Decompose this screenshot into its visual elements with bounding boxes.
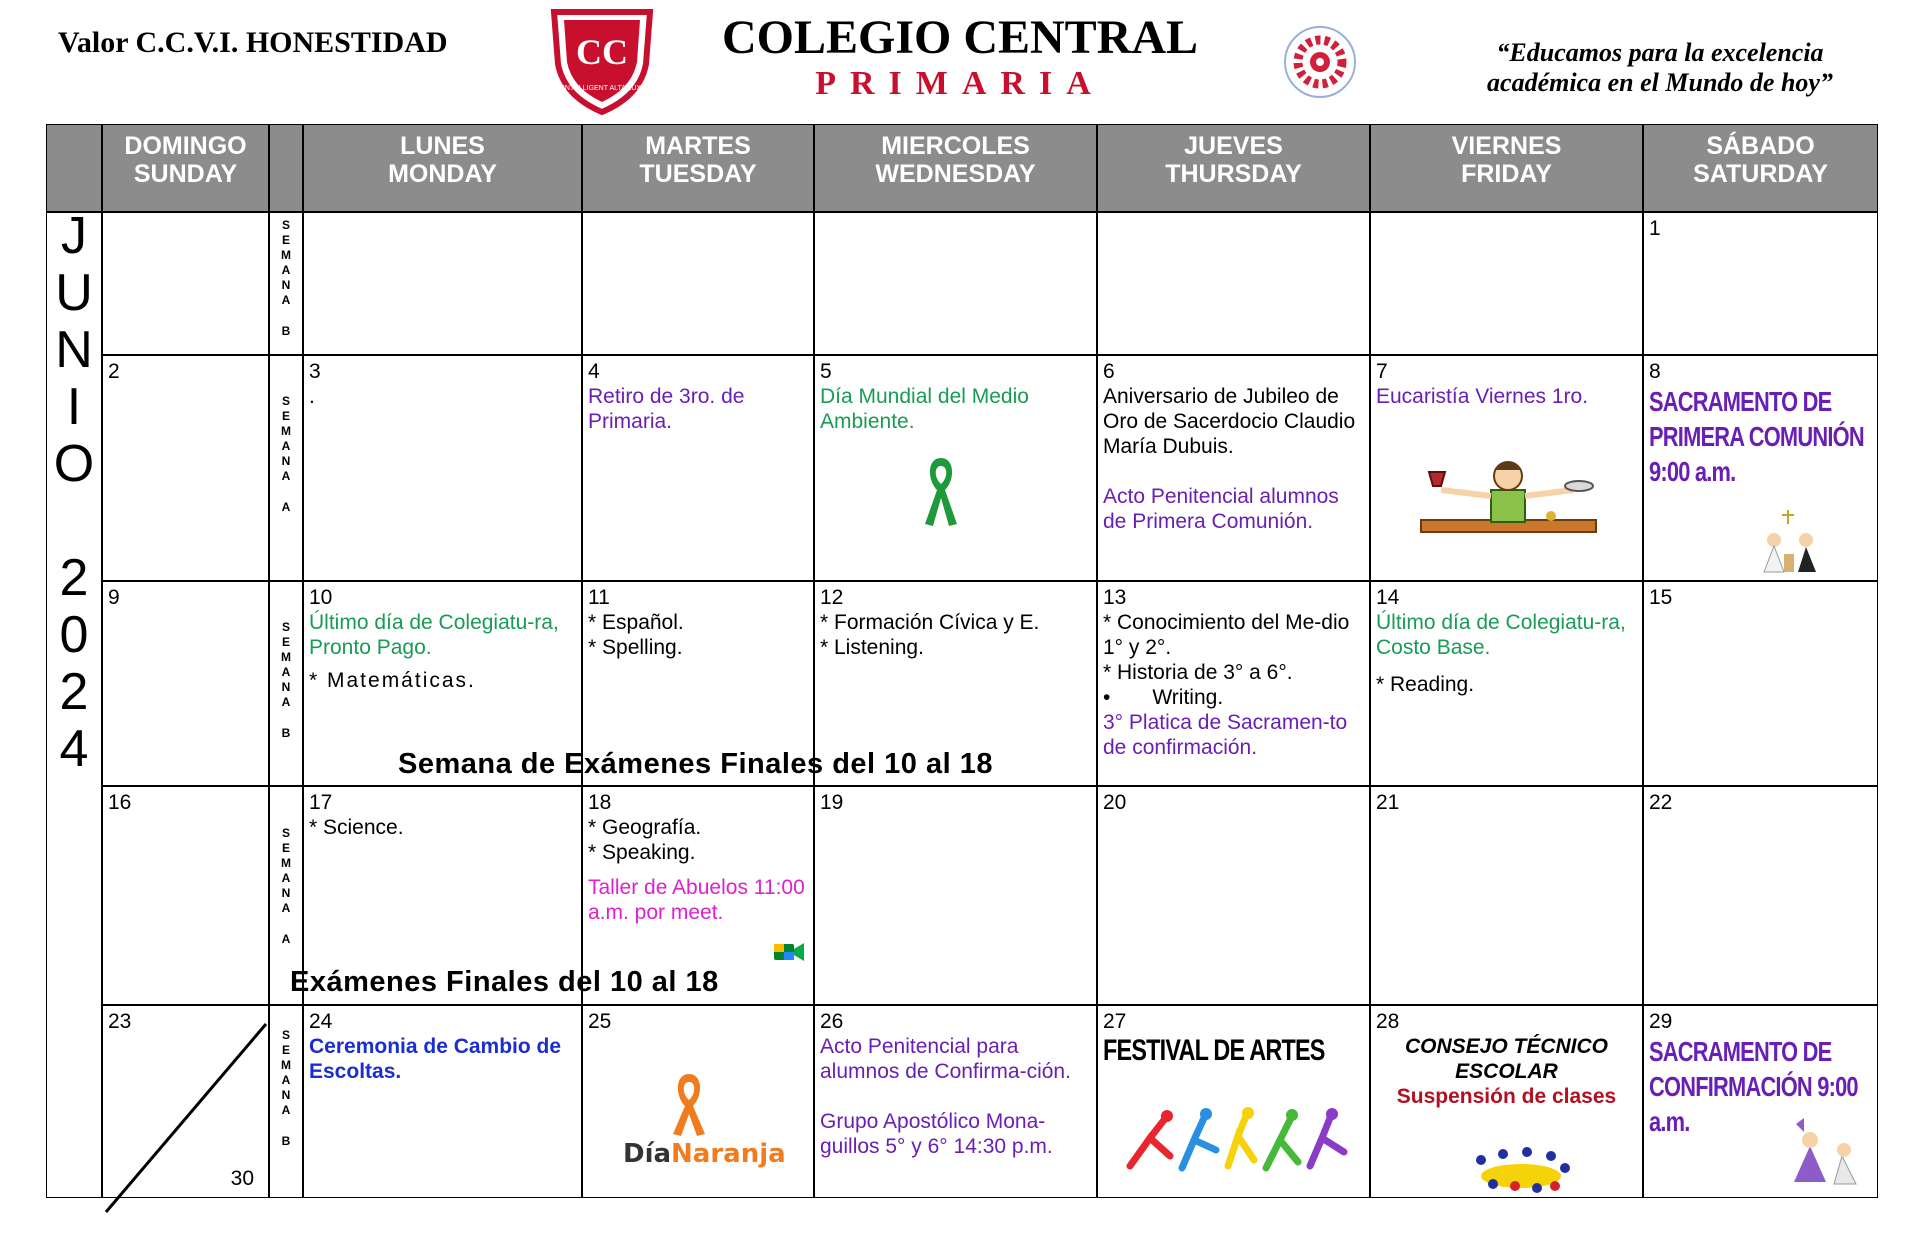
dancers-illustration — [1120, 1106, 1350, 1176]
day-cell-18: 18 * Geografía. * Speaking. Taller de Abuelos 11:00 a.m. por meet. — [582, 786, 814, 1005]
confirmation-illustration — [1784, 1116, 1864, 1188]
day-cell-15: 15 — [1643, 581, 1878, 786]
semana-label: S E M A N A B — [281, 620, 291, 740]
day-cell-8: 8 SACRAMENTO DE PRIMERA COMUNIÓN 9:00 a.m. — [1643, 355, 1878, 581]
exam-week-banner: Exámenes Finales del 10 al 18 — [290, 966, 719, 998]
header-saturday: SÁBADO SATURDAY — [1643, 124, 1878, 212]
svg-text:CC: CC — [576, 32, 628, 72]
school-level: PRIMARIA — [815, 65, 1105, 102]
google-meet-icon — [773, 941, 805, 963]
green-ribbon-icon — [921, 454, 961, 528]
day-cell-26: 26 Acto Penitencial para alumnos de Confirma-ción. Grupo Apostólico Mona-guillos 5° y 6° 14:30 p.m. — [814, 1005, 1097, 1198]
month-year-label: J U N I O 2 0 2 4 — [53, 207, 95, 778]
day-cell-19: 19 — [814, 786, 1097, 1005]
exam-week-banner: Semana de Exámenes Finales del 10 al 18 — [398, 748, 993, 780]
priest-eucharist-illustration — [1411, 450, 1601, 546]
header-month-corner — [46, 124, 102, 212]
bullet-icon: • — [1103, 686, 1111, 709]
school-name: COLEGIO CENTRAL — [721, 11, 1199, 64]
day-cell-11: 11 * Español. * Spelling. — [582, 581, 814, 786]
school-crest-logo — [548, 4, 656, 116]
day-cell-empty — [1370, 212, 1643, 355]
value-label: Valor C.C.V.I. HONESTIDAD — [58, 26, 448, 59]
school-title — [700, 10, 1220, 102]
header-friday: VIERNES FRIDAY — [1370, 124, 1643, 212]
diagonal-split-line — [100, 1018, 272, 1218]
day-cell-empty — [814, 212, 1097, 355]
semana-label: S E M A N A B — [281, 1028, 291, 1148]
day-cell-20: 20 — [1097, 786, 1370, 1005]
dia-naranja-logo: DíaNaranja — [623, 1139, 786, 1169]
day-cell-13: 13 * Conocimiento del Me-dio 1° y 2°. * Historia de 3° a 6°. • Writing. 3° Platica de Sacramen-to de confirmación. — [1097, 581, 1370, 786]
day-cell-24: 24 Ceremonia de Cambio de Escoltas. — [303, 1005, 582, 1198]
header-sunday: DOMINGO SUNDAY — [102, 124, 269, 212]
day-cell-1: 1 — [1643, 212, 1878, 355]
header-semana-col — [269, 124, 303, 212]
team-circle-illustration — [1467, 1146, 1575, 1196]
school-motto: “Educamos para la excelencia académica en el Mundo de hoy” — [1487, 38, 1833, 97]
day-cell-5: 5 Día Mundial del Medio Ambiente. — [814, 355, 1097, 581]
header-thursday: JUEVES THURSDAY — [1097, 124, 1370, 212]
header-tuesday: MARTES TUESDAY — [582, 124, 814, 212]
day-cell-25: 25 DíaNaranja — [582, 1005, 814, 1198]
day-cell-28: 28 CONSEJO TÉCNICO ESCOLAR Suspensión de clases — [1370, 1005, 1643, 1198]
day-cell-10: 10 Último día de Colegiatu-ra, Pronto Pago. * Matemáticas. — [303, 581, 582, 786]
semana-label: S E M A N A B — [281, 218, 291, 338]
day-cell-27: 27 FESTIVAL DE ARTES — [1097, 1005, 1370, 1198]
day-cell-16: 16 — [102, 786, 269, 1005]
day-cell-9: 9 — [102, 581, 269, 786]
day-cell-empty — [102, 212, 269, 355]
header-monday: LUNES MONDAY — [303, 124, 582, 212]
day-cell-22: 22 — [1643, 786, 1878, 1005]
day-cell-17: 17 * Science. — [303, 786, 582, 1005]
semana-label: S E M A N A A — [281, 394, 291, 514]
header-wednesday: MIERCOLES WEDNESDAY — [814, 124, 1097, 212]
svg-text:INTELLIGENT ALTA LUX: INTELLIGENT ALTA LUX — [562, 85, 642, 92]
first-communion-illustration — [1754, 506, 1834, 576]
day-cell-12: 12 * Formación Cívica y E. * Listening. — [814, 581, 1097, 786]
semana-label: S E M A N A A — [281, 826, 291, 946]
day-cell-4: 4 Retiro de 3ro. de Primaria. — [582, 355, 814, 581]
day-cell-empty — [582, 212, 814, 355]
day-cell-2: 2 — [102, 355, 269, 581]
day-cell-6: 6 Aniversario de Jubileo de Oro de Sacerdocio Claudio María Dubuis. Acto Penitencial alumnos de Primera Comunión. — [1097, 355, 1370, 581]
day-cell-21: 21 — [1370, 786, 1643, 1005]
day-cell-7: 7 Eucaristía Viernes 1ro. — [1370, 355, 1643, 581]
day-cell-29: 29 SACRAMENTO DE CONFIRMACIÓN 9:00 a.m. — [1643, 1005, 1878, 1198]
orange-ribbon-icon — [667, 1070, 711, 1138]
day-cell-3: 3 . — [303, 355, 582, 581]
gear-seal-logo — [1282, 24, 1358, 100]
day-cell-23-30: 23 30 — [102, 1005, 269, 1198]
day-cell-empty — [1097, 212, 1370, 355]
day-cell-14: 14 Último día de Colegiatu-ra, Costo Base. * Reading. — [1370, 581, 1643, 786]
day-cell-empty — [303, 212, 582, 355]
